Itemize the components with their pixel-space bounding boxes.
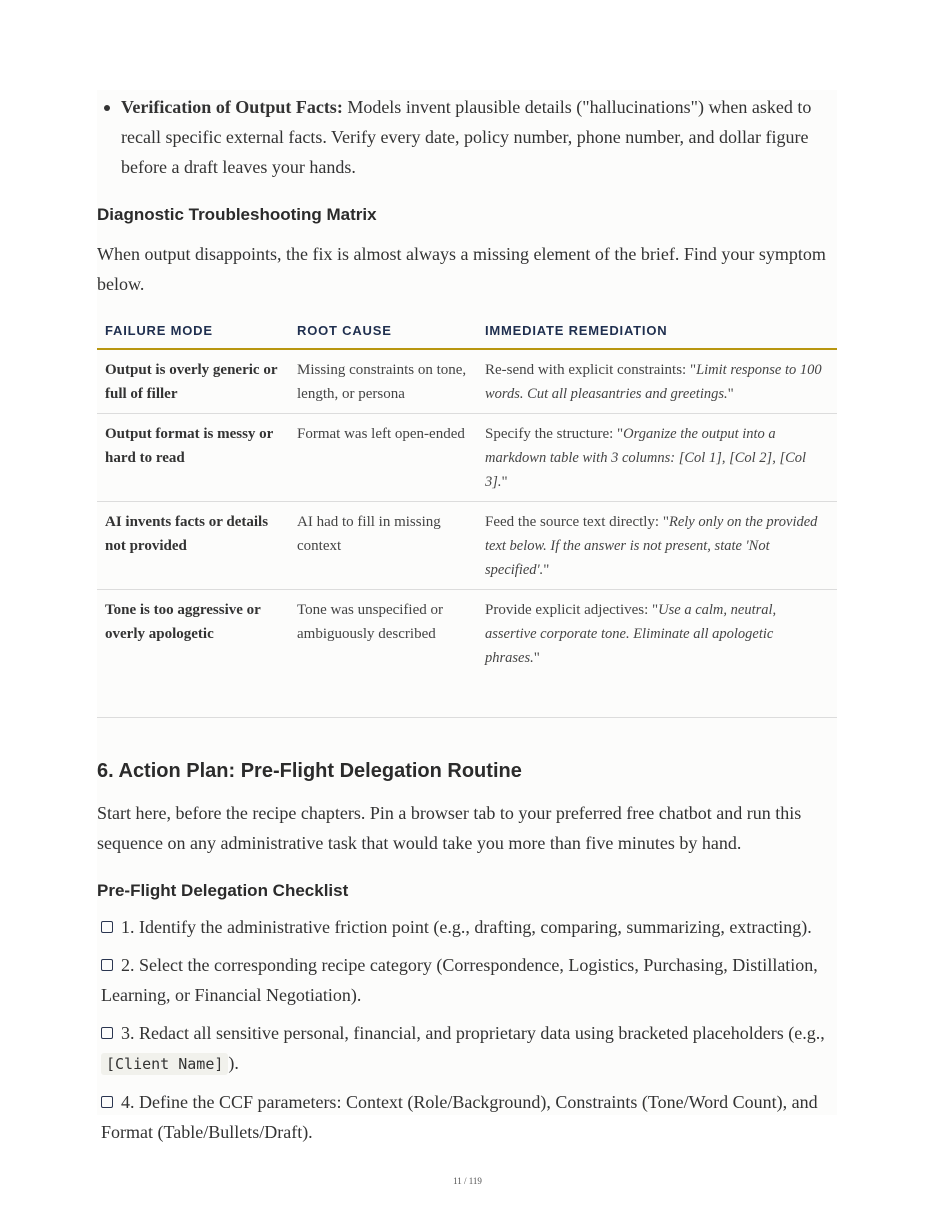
remediation-quote: Limit response to 100 words. Cut all pleasantries and greetings. bbox=[485, 362, 822, 402]
checkbox-icon[interactable] bbox=[101, 959, 113, 971]
matrix-heading: Diagnostic Troubleshooting Matrix bbox=[97, 205, 377, 224]
root-cause-cell: AI had to fill in missing context bbox=[289, 502, 477, 590]
remediation-prefix: Specify the structure: " bbox=[485, 426, 624, 442]
placeholder-code: [Client Name] bbox=[101, 1053, 228, 1075]
remediation-suffix: " bbox=[501, 474, 508, 490]
failure-mode-cell: Output is overly generic or full of filler bbox=[97, 349, 289, 414]
list-item-verification bbox=[121, 92, 837, 182]
remediation-cell bbox=[477, 502, 837, 590]
bullet-text: Models invent plausible details ("hallucinations") when asked to recall specific external facts. Verify every date, policy number, phone number, and dollar figure before a draft leaves your hands. bbox=[121, 97, 812, 177]
checklist-item-text: 4. Define the CCF parameters: Context (Role/Background), Constraints (Tone/Word Count), and Format (Table/Bullets/Draft). bbox=[101, 1092, 818, 1142]
table-row bbox=[97, 414, 837, 502]
matrix-intro: When output disappoints, the fix is almost always a missing element of the brief. Find your symptom below. bbox=[97, 244, 826, 294]
table-row bbox=[97, 349, 837, 414]
remediation-quote: Organize the output into a markdown table with 3 columns: [Col 1], [Col 2], [Col 3]. bbox=[485, 426, 807, 490]
remediation-prefix: Re-send with explicit constraints: " bbox=[485, 362, 697, 378]
remediation-cell bbox=[477, 590, 837, 678]
remediation-cell bbox=[477, 414, 837, 502]
bullet-lead: Verification of Output Facts: bbox=[121, 97, 343, 117]
checklist-heading: Pre-Flight Delegation Checklist bbox=[97, 881, 349, 900]
failure-mode-cell: AI invents facts or details not provided bbox=[97, 502, 289, 590]
root-cause-cell: Missing constraints on tone, length, or persona bbox=[289, 349, 477, 414]
checklist-item-text: 3. Redact all sensitive personal, financial, and proprietary data using bracketed placeholders (e.g., bbox=[121, 1023, 825, 1043]
failure-mode-cell: Tone is too aggressive or overly apologetic bbox=[105, 602, 261, 642]
document-content bbox=[97, 90, 837, 1147]
checklist-item[interactable] bbox=[97, 1018, 837, 1079]
remediation-prefix: Provide explicit adjectives: " bbox=[485, 602, 659, 618]
checklist-item-text: 2. Select the corresponding recipe category (Correspondence, Logistics, Purchasing, Distillation, Learning, or Financial Negotiation). bbox=[101, 955, 818, 1005]
action-plan-intro: Start here, before the recipe chapters. Pin a browser tab to your preferred free chatbot and run this sequence on any administrative task that would take you more than five minutes by hand. bbox=[97, 803, 802, 853]
checkbox-icon[interactable] bbox=[101, 1096, 113, 1108]
remediation-suffix: " bbox=[533, 650, 540, 666]
troubleshooting-table bbox=[97, 323, 837, 677]
remediation-quote: Use a calm, neutral, assertive corporate tone. Eliminate all apologetic phrases. bbox=[485, 602, 777, 666]
checklist-item-text-end: ). bbox=[228, 1053, 239, 1073]
failure-mode-cell: Output format is messy or hard to read bbox=[97, 414, 289, 502]
column-header-root-cause: ROOT CAUSE bbox=[289, 323, 477, 349]
column-header-remediation: IMMEDIATE REMEDIATION bbox=[477, 323, 837, 349]
checklist-item[interactable] bbox=[97, 1087, 837, 1147]
table-row bbox=[97, 590, 837, 678]
checklist-item[interactable] bbox=[97, 912, 837, 942]
table-header-row bbox=[97, 323, 837, 349]
remediation-cell bbox=[477, 349, 837, 414]
remediation-suffix: " bbox=[543, 562, 550, 578]
remediation-quote: Rely only on the provided text below. If the answer is not present, state 'Not specified'. bbox=[485, 514, 818, 578]
root-cause-cell: Format was left open-ended bbox=[289, 414, 477, 502]
checklist-item[interactable] bbox=[97, 950, 837, 1010]
remediation-suffix: " bbox=[727, 386, 734, 402]
table-bottom-divider bbox=[97, 677, 837, 718]
column-header-failure-mode: FAILURE MODE bbox=[97, 323, 289, 349]
checkbox-icon[interactable] bbox=[101, 1027, 113, 1039]
action-plan-heading: 6. Action Plan: Pre-Flight Delegation Routine bbox=[97, 760, 522, 782]
checklist-item-text: 1. Identify the administrative friction point (e.g., drafting, comparing, summarizing, extracting). bbox=[121, 917, 812, 937]
table-row bbox=[97, 502, 837, 590]
checkbox-icon[interactable] bbox=[101, 921, 113, 933]
root-cause-cell: Tone was unspecified or ambiguously described bbox=[297, 602, 443, 642]
remediation-prefix: Feed the source text directly: " bbox=[485, 514, 669, 530]
bullet-dot-icon bbox=[104, 105, 110, 111]
page-number: 11 / 119 bbox=[453, 1176, 482, 1186]
bullet-list bbox=[97, 92, 837, 182]
